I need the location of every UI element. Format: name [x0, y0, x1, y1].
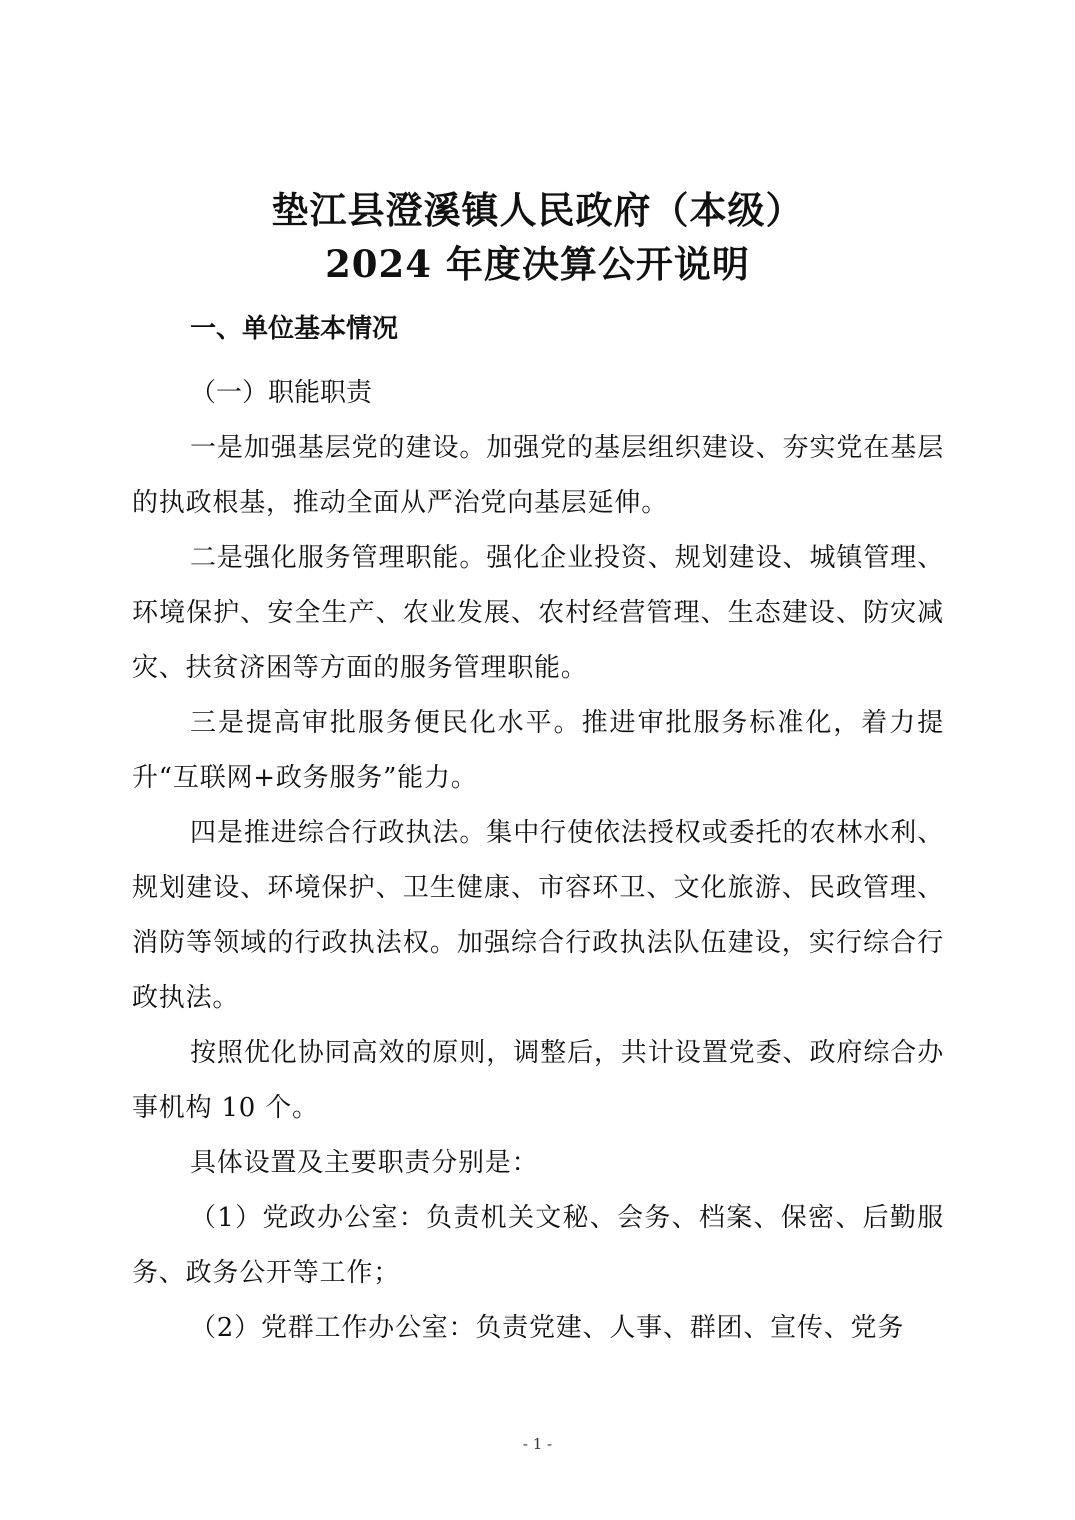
paragraph: 四是推进综合行政执法。集中行使依法授权或委托的农林水利、规划建设、环境保护、卫生健康、市容环卫、文化旅游、民政管理、消防等领域的行政执法权。加强综合行政执法队伍建设，实行综合行政执法。: [132, 818, 944, 1013]
document-title-line1: 垫江县澄溪镇人民政府（本级）: [271, 188, 804, 232]
subsection-heading: （一）职能职责: [190, 378, 373, 408]
section-heading: 一、单位基本情况: [190, 314, 399, 344]
paragraph: 三是提高审批服务便民化水平。推进审批服务标准化，着力提升“互联网+政务服务”能力。: [132, 708, 944, 793]
body-text: [132, 421, 944, 1356]
paragraph: （1）党政办公室：负责机关文秘、会务、档案、保密、后勤服务、政务公开等工作；: [132, 1203, 944, 1288]
paragraph: 二是强化服务管理职能。强化企业投资、规划建设、城镇管理、环境保护、安全生产、农业发展、农村经营管理、生态建设、防灾减灾、扶贫济困等方面的服务管理职能。: [132, 543, 944, 683]
page-number: - 1 -: [522, 1435, 553, 1453]
paragraph: 具体设置及主要职责分别是：: [190, 1148, 539, 1178]
paragraph: 一是加强基层党的建设。加强党的基层组织建设、夯实党在基层的执政根基，推动全面从严治党向基层延伸。: [132, 433, 944, 518]
document-title-line2: 2024 年度决算公开说明: [325, 242, 750, 286]
paragraph: 按照优化协同高效的原则，调整后，共计设置党委、政府综合办事机构 10 个。: [132, 1038, 944, 1123]
paragraph: （2）党群工作办公室：负责党建、人事、群团、宣传、党务: [190, 1313, 905, 1343]
